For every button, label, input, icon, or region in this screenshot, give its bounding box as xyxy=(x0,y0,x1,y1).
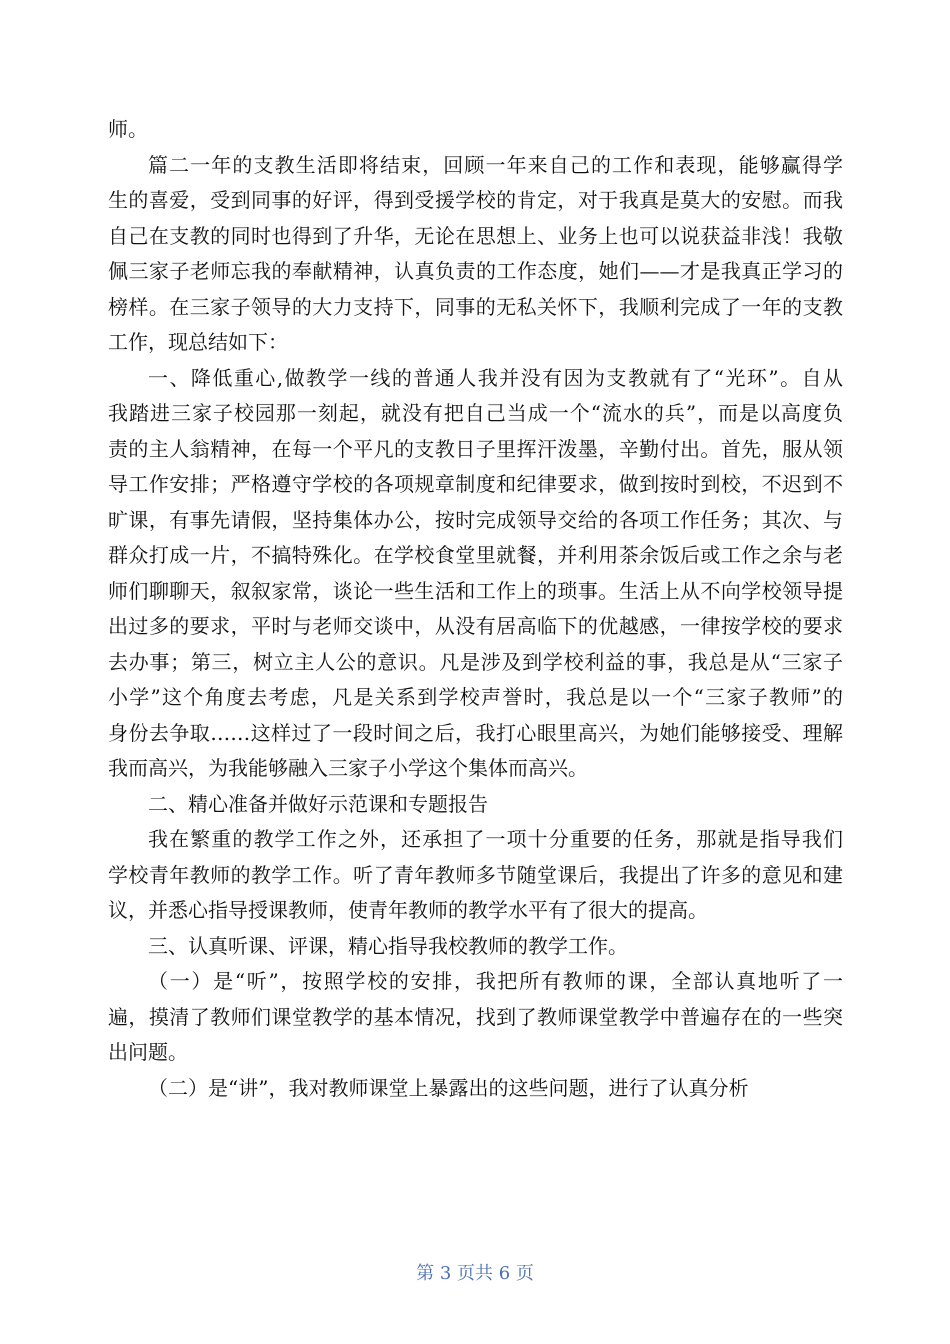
text-line: 篇二一年的支教生活即将结束，回顾一年来自己的工作和表现，能够赢得学 xyxy=(148,152,843,177)
text-line: 榜样。在三家子领导的大力支持下，同事的无私关怀下，我顺利完成了一年的支教 xyxy=(108,294,843,319)
document-body xyxy=(108,112,843,1106)
text-line: 导工作安排；严格遵守学校的各项规章制度和纪律要求，做到按时到校，不迟到不 xyxy=(108,472,843,496)
text-line: 生的喜爱，受到同事的好评，得到受援学校的肯定，对于我真是莫大的安慰。而我 xyxy=(108,188,843,212)
text-line: 三、认真听课、评课，精心指导我校教师的教学工作。 xyxy=(148,933,628,958)
text-line: 师。 xyxy=(108,117,148,141)
text-line: 议，并悉心指导授课教师，使青年教师的教学水平有了很大的提高。 xyxy=(108,898,708,922)
text-line: 群众打成一片，不搞特殊化。在学校食堂里就餐，并利用茶余饭后或工作之余与老 xyxy=(108,543,843,567)
text-line: 自己在支教的同时也得到了升华，无论在思想上、业务上也可以说获益非浅！我敬 xyxy=(108,223,843,248)
page-footer: 第 3 页共 6 页 xyxy=(416,1263,534,1284)
text-line: （二）是“讲”，我对教师课堂上暴露出的这些问题，进行了认真分析 xyxy=(148,1075,749,1100)
text-line: 学校青年教师的教学工作。听了青年教师多节随堂课后，我提出了许多的意见和建 xyxy=(108,862,843,887)
text-line: 佩三家子老师忘我的奉献精神，认真负责的工作态度，她们——才是我真正学习的 xyxy=(108,259,843,283)
text-line: 师们聊聊天，叙叙家常，谈论一些生活和工作上的琐事。生活上从不向学校领导提 xyxy=(108,578,843,603)
text-line: 小学”这个角度去考虑，凡是关系到学校声誉时，我总是以一个“三家子教师”的 xyxy=(108,685,843,709)
text-line: 我而高兴，为我能够融入三家子小学这个集体而高兴。 xyxy=(108,756,588,780)
text-line: 出过多的要求，平时与老师交谈中，从没有居高临下的优越感，一律按学校的要求 xyxy=(108,614,843,638)
text-line: 旷课，有事先请假，坚持集体办公，按时完成领导交给的各项工作任务；其次、与 xyxy=(108,507,843,532)
text-line: 责的主人翁精神，在每一个平凡的支教日子里挥汗泼墨，辛勤付出。首先，服从领 xyxy=(108,436,843,461)
text-line: 我踏进三家子校园那一刻起，就没有把自己当成一个“流水的兵”，而是以高度负 xyxy=(108,401,843,425)
text-line: 出问题。 xyxy=(108,1040,188,1064)
text-line: 遍，摸清了教师们课堂教学的基本情况，找到了教师课堂教学中普遍存在的一些突 xyxy=(108,1004,843,1029)
text-line: 一、降低重心,做教学一线的普通人我并没有因为支教就有了“光环”。自从 xyxy=(148,365,843,390)
text-line: 我在繁重的教学工作之外，还承担了一项十分重要的任务，那就是指导我们 xyxy=(148,827,843,851)
text-line: 工作，现总结如下： xyxy=(108,330,288,354)
text-line: （一）是“听”，按照学校的安排，我把所有教师的课，全部认真地听了一 xyxy=(148,969,843,993)
text-line: 身份去争取……这样过了一段时间之后，我打心眼里高兴，为她们能够接受、理解 xyxy=(108,720,843,745)
text-line: 去办事；第三，树立主人公的意识。凡是涉及到学校利益的事，我总是从“三家子 xyxy=(108,649,843,674)
text-line: 二、精心准备并做好示范课和专题报告 xyxy=(148,791,488,816)
